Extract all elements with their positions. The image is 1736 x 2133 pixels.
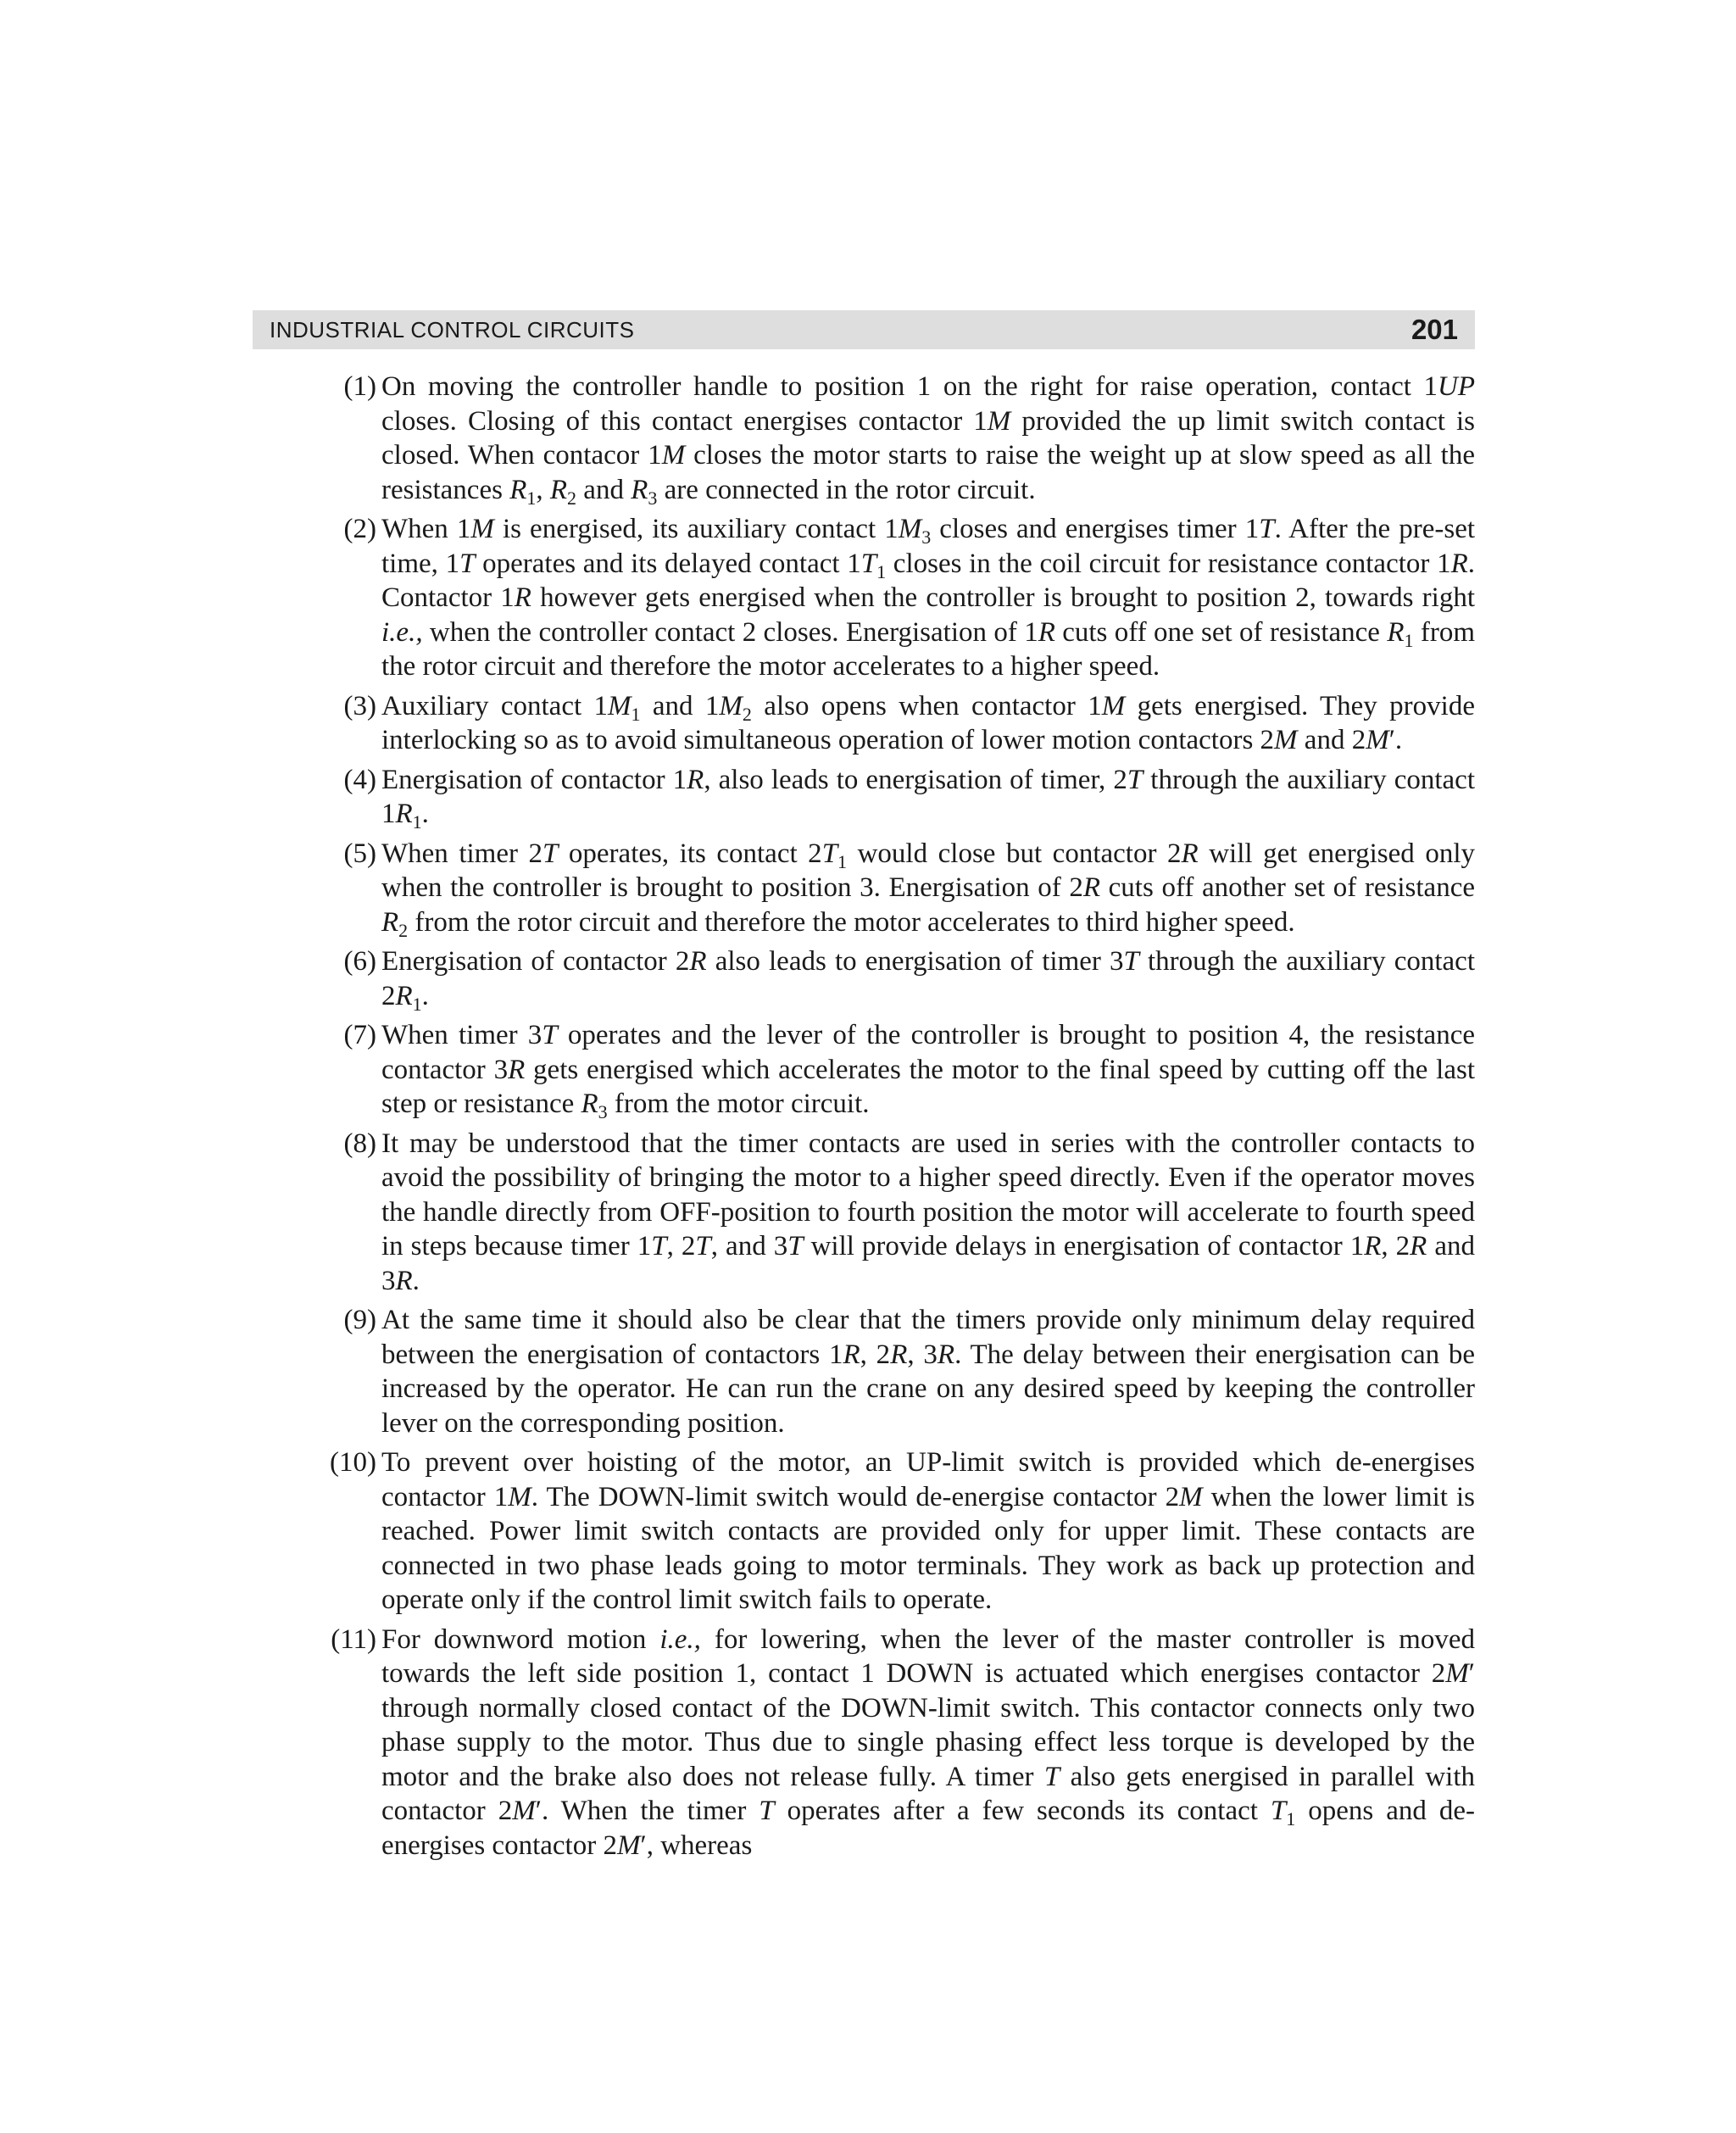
list-item — [322, 1445, 1475, 1618]
item-number: (4) — [343, 764, 376, 795]
running-title: INDUSTRIAL CONTROL CIRCUITS — [270, 316, 635, 343]
list-item — [322, 689, 1475, 758]
list-item — [322, 1303, 1475, 1440]
list-item — [322, 763, 1475, 832]
item-number: (5) — [343, 838, 376, 869]
list-item — [322, 1018, 1475, 1122]
running-header — [253, 310, 1475, 349]
item-text: To prevent over hoisting of the motor, an UP-limit switch is provided which de-energises contactor 1M. The DOWN-limit switch would de-energise contactor 2M when the lower limit is reached. Power limit switch contacts are provided only for upper limit. These contacts are connected in two phase leads going to motor terminals. They work as back up protection and operate only if the control limit switch fails to operate. — [381, 1447, 1475, 1615]
item-number: (1) — [343, 371, 376, 402]
item-text: It may be understood that the timer contacts are used in series with the controller contacts to avoid the possibility of bringing the motor to a higher speed directly. Even if the operator moves the handle directly from OFF-position to fourth position the motor will accelerate to fourth speed in steps because timer 1T, 2T, and 3T will provide delays in energisation of contactor 1R, 2R and 3R. — [381, 1128, 1475, 1296]
list-item — [322, 1623, 1475, 1863]
item-text: When 1M is energised, its auxiliary contact $1M_3$ closes and energises timer 1T. After the pre-set time, 1T operates and its delayed contact $1T_1$ closes in the coil circuit for resistance contactor 1R. Contactor 1R however gets energised when the controller is brought to position 2, towards right i.e., when the controller contact 2 closes. Energisation of 1R cuts off one set of resistance $R_1$ from the rotor circuit and therefore the motor accelerates to a higher speed. — [381, 514, 1476, 682]
item-number: (6) — [343, 946, 376, 977]
item-text: At the same time it should also be clear that the timers provide only minimum delay required between the energisation of contactors 1R, 2R, 3R. The delay between their energisation can be increased by the operator. He can run the crane on any desired speed by keeping the controller lever on the corresponding position. — [381, 1305, 1476, 1439]
item-number: (8) — [343, 1128, 376, 1159]
item-number: (3) — [343, 690, 376, 721]
page-number: 201 — [1410, 314, 1458, 345]
item-text: Energisation of contactor 1R, also leads to energisation of timer, 2T through the auxiliary contact $1R_1$. — [381, 764, 1475, 833]
page-body — [322, 370, 1475, 1868]
item-text: Energisation of contactor 2R also leads to energisation of timer 3T through the auxiliary contact $2R_1$. — [381, 946, 1475, 1015]
list-item — [322, 1127, 1475, 1299]
item-text: On moving the controller handle to position 1 on the right for raise operation, contact 1UP closes. Closing of this contact energises contactor 1M provided the up limit switch contact is closed. When contacor 1M closes the motor starts to raise the weight up at slow speed as all the resistances $R_1$, $R_2$ and $R_3$ are connected in the rotor circuit. — [381, 371, 1475, 509]
list-item — [322, 370, 1475, 507]
item-text: Auxiliary contact $1M_1$ and $1M_2$ also opens when contactor 1M gets energised. They provide interlocking so as to avoid simultaneous operation of lower motion contactors 2M and 2M′. — [381, 690, 1475, 755]
item-number: (11) — [331, 1623, 376, 1655]
item-number: (7) — [343, 1020, 376, 1050]
list-item — [322, 512, 1475, 684]
list-item — [322, 944, 1475, 1013]
item-text: When timer 3T operates and the lever of the controller is brought to position 4, the resistance contactor 3R gets energised which accelerates the motor to the final speed by cutting off the last step or resistance $R_3$ from the motor circuit. — [381, 1020, 1476, 1122]
item-text: When timer 2T operates, its contact $2T_1$ would close but contactor 2R will get energised only when the controller is brought to position 3. Energisation of 2R cuts off another set of resistance $R_2$ from the rotor circuit and therefore the motor accelerates to third higher speed. — [381, 838, 1475, 941]
item-number: (2) — [343, 514, 376, 544]
item-number: (9) — [343, 1305, 376, 1335]
item-text: For downword motion i.e., for lowering, when the lever of the master controller is moved towards the left side position 1, contact 1 DOWN is actuated which energises contactor 2M′ through normally closed contact of the DOWN-limit switch. This contactor connects only two phase supply to the motor. Thus due to single phasing effect less torque is developed by the motor and the brake also does not release fully. A timer T also gets energised in parallel with contactor 2M′. When the timer T operates after a few seconds its contact $T_1$ opens and de-energises contactor 2M′, whereas — [381, 1623, 1475, 1861]
list-item — [322, 837, 1475, 940]
item-number: (10) — [330, 1447, 376, 1478]
